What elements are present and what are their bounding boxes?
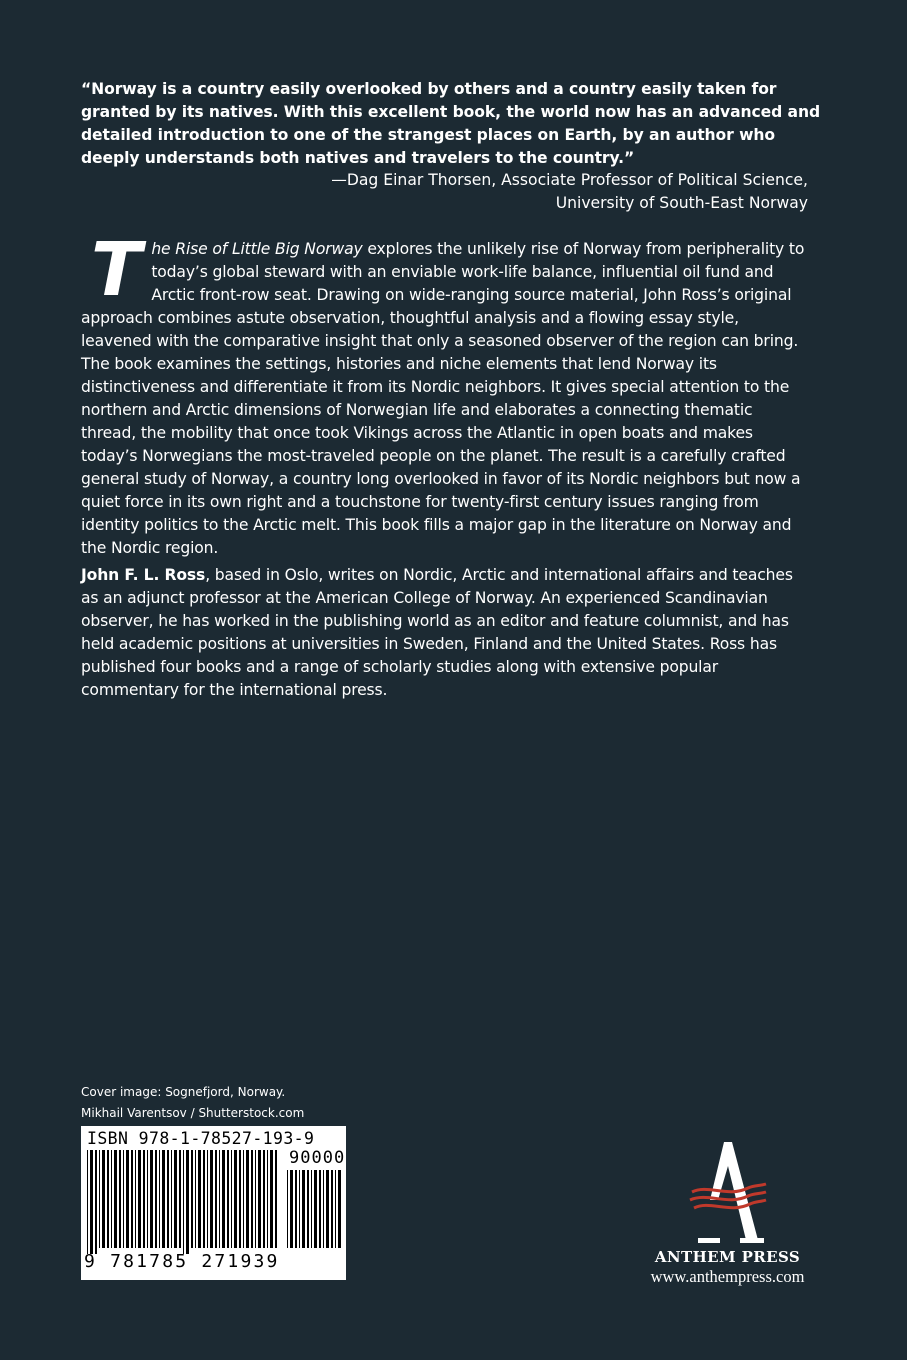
book-description: [81, 227, 811, 560]
attribution-line-2: University of South-East Norway: [555, 194, 808, 212]
drop-cap: T: [91, 227, 142, 313]
credit-line-2: Mikhail Varentsov / Shutterstock.com: [81, 1106, 305, 1120]
isbn-barcode: [81, 1126, 346, 1280]
author-name: John F. L. Ross: [81, 566, 206, 584]
publisher-name: ANTHEM PRESS: [654, 1248, 801, 1266]
barcode-digits: 9 781785 271939: [84, 1251, 280, 1272]
credit-line-1: Cover image: Sognefjord, Norway.: [81, 1085, 286, 1099]
publisher-block: [620, 1140, 835, 1287]
quote-attribution: [300, 169, 808, 215]
attribution-line-1: —Dag Einar Thorsen, Associate Professor of Political Science,: [331, 171, 808, 189]
book-title-italic: he Rise of Little Big Norway: [151, 240, 363, 258]
price-code: 90000: [289, 1148, 346, 1168]
cover-image-credit: [81, 1082, 304, 1124]
publisher-url: www.anthempress.com: [650, 1267, 805, 1286]
description-text: explores the unlikely rise of Norway from peripherality to today’s global steward with an enviable work-life balance, influential oil fund and Arctic front-row seat. Drawing on wide-ranging source material, John Ross’s original approach combines astute observation, thoughtful analysis and a flowing essay style, leavened with the comparative insight that only a seasoned observer of the region can bring. The book examines the settings, histories and niche elements that lend Norway its distinctiveness and differentiate it from its Nordic neighbors. It gives special attention to the northern and Arctic dimensions of Norwegian life and elaborates a connecting thematic thread, the mobility that once took Vikings across the Atlantic in open boats and makes today’s Norwegians the most-traveled people on the planet. The result is a carefully crafted general study of Norway, a country long overlooked in favor of its Nordic neighbors but now a quiet force in its own right and a touchstone for twenty-first century issues ranging from identity politics to the Arctic melt. This book fills a major gap in the literature on Norway and the Nordic region.: [81, 240, 805, 557]
barcode-addon-bars: [287, 1170, 341, 1254]
endorsement-quote: “Norway is a country easily overlooked by others and a country easily taken for granted by its natives. With this excellent book, the world now has an advanced and detailed introduction to one of the strangest places on Earth, by an author who deeply understands both natives and travelers to the country.”: [81, 80, 821, 167]
author-bio-text: , based in Oslo, writes on Nordic, Arctic and international affairs and teaches as an adjunct professor at the American College of Norway. An experienced Scandinavian observer, he has worked in the publishing world as an editor and feature columnist, and has held academic positions at universities in Sweden, Finland and the United States. Ross has published four books and a range of scholarly studies along with extensive popular commentary for the international press.: [81, 566, 793, 699]
anthem-press-logo-icon: [688, 1140, 768, 1246]
barcode-bars: [87, 1150, 281, 1254]
isbn-label: ISBN 978-1-78527-193-9: [87, 1129, 315, 1148]
author-bio: [81, 564, 811, 702]
